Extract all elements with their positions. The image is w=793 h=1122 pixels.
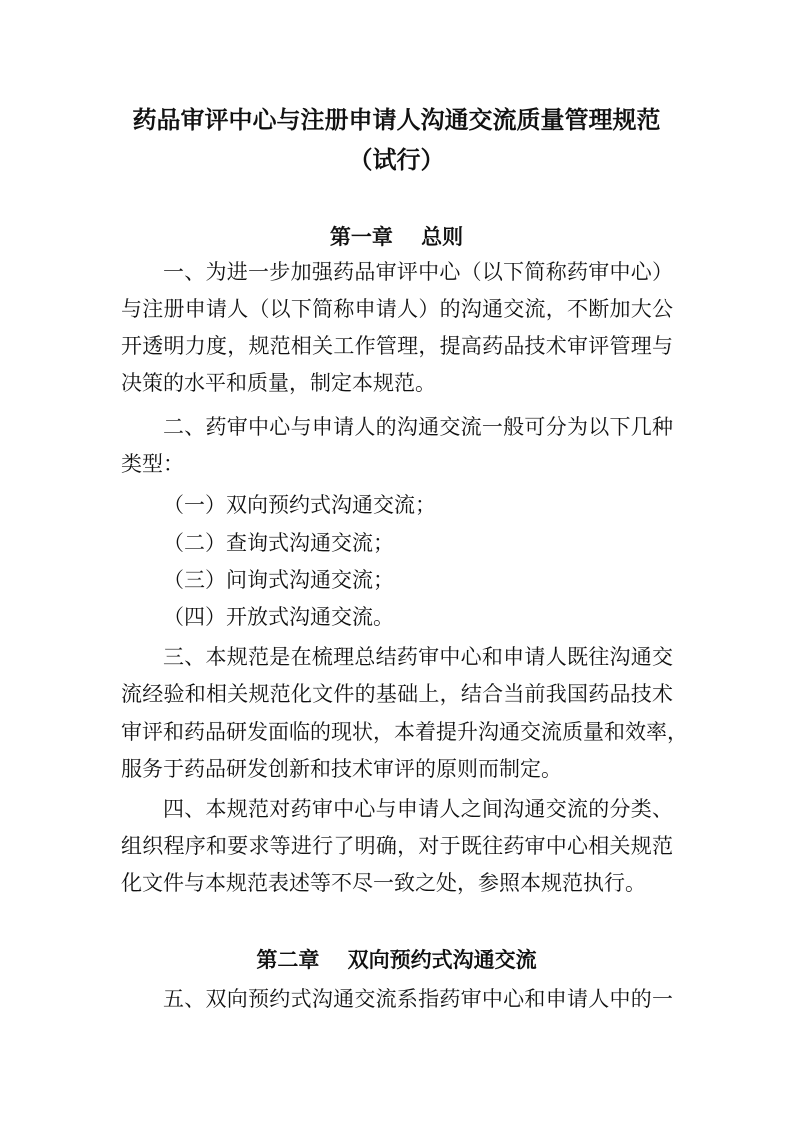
chapter-1-heading: 第一章 总则 (329, 225, 464, 249)
list-item: （一）双向预约式沟通交流； (163, 493, 436, 517)
document-subtitle: （试行） (348, 146, 445, 174)
paragraph-1-line-4: 决策的水平和质量，制定本规范。 (121, 371, 436, 395)
paragraph-4-line-3: 化文件与本规范表述等不尽一致之处，参照本规范执行。 (121, 871, 646, 895)
paragraph-5-line-1: 五、双向预约式沟通交流系指药审中心和申请人中的一 (163, 987, 673, 1011)
paragraph-3-line-1: 三、本规范是在梳理总结药审中心和申请人既往沟通交 (163, 645, 673, 669)
list-item: （四）开放式沟通交流。 (163, 605, 394, 629)
paragraph-4-line-1: 四、本规范对药审中心与申请人之间沟通交流的分类、 (163, 797, 673, 821)
paragraph-3-line-3: 审评和药品研发面临的现状，本着提升沟通交流质量和效率， (121, 720, 688, 744)
paragraph-3-line-2: 流经验和相关规范化文件的基础上，结合当前我国药品技术 (121, 682, 673, 706)
paragraph-2-line-2: 类型： (121, 452, 184, 476)
paragraph-1-line-3: 开透明力度，规范相关工作管理，提高药品技术审评管理与 (121, 334, 673, 358)
paragraph-2-line-1: 二、药审中心与申请人的沟通交流一般可分为以下几种 (163, 415, 673, 439)
paragraph-1-line-2: 与注册申请人（以下简称申请人）的沟通交流，不断加大公 (121, 297, 673, 321)
chapter-2-heading: 第二章 双向预约式沟通交流 (256, 948, 537, 972)
document-title: 药品审评中心与注册申请人沟通交流质量管理规范 (132, 106, 661, 134)
paragraph-4-line-2: 组织程序和要求等进行了明确，对于既往药审中心相关规范 (121, 834, 673, 858)
list-item: （三）问询式沟通交流； (163, 568, 394, 592)
paragraph-3-line-4: 服务于药品研发创新和技术审评的原则而制定。 (121, 757, 562, 781)
paragraph-1-line-1: 一、为进一步加强药品审评中心（以下简称药审中心） (163, 260, 673, 284)
list-item: （二）查询式沟通交流； (163, 531, 394, 555)
